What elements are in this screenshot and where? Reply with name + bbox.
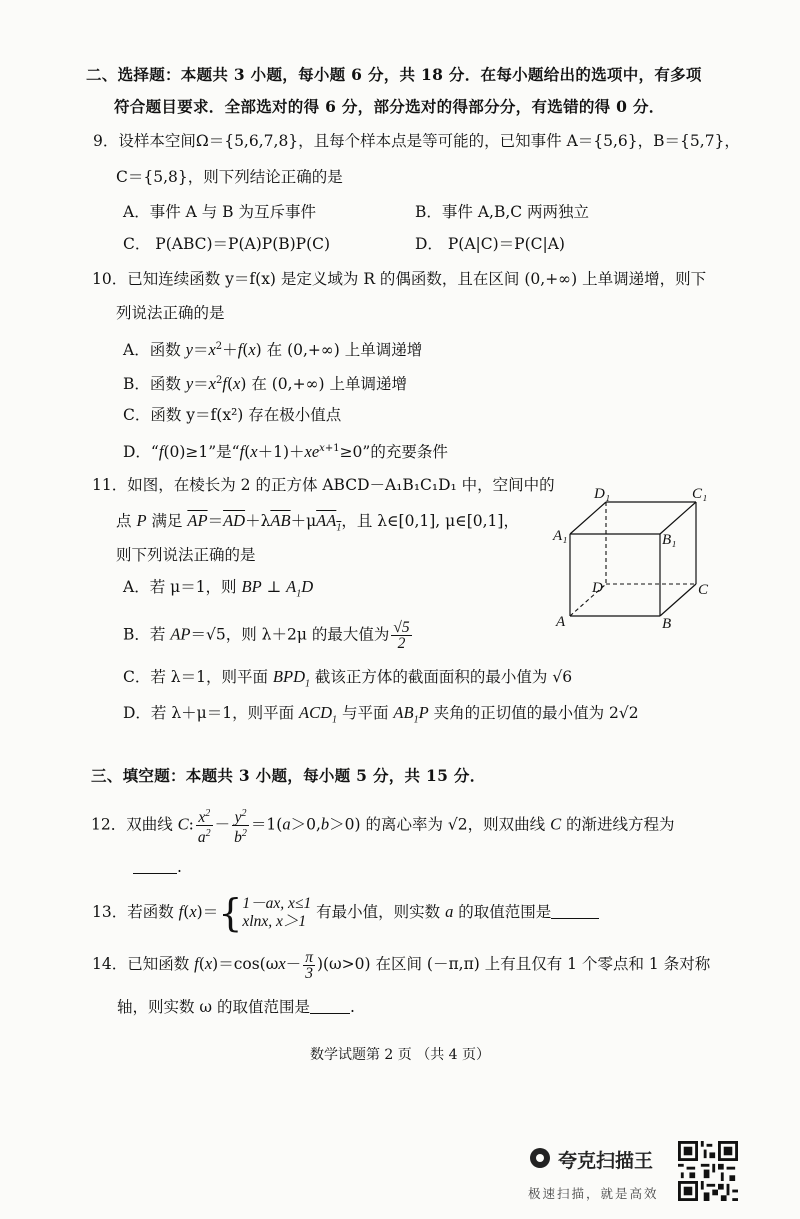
label-d1: D₁ [594,486,611,502]
scanner-brand [528,1140,788,1210]
label-c: C [698,582,709,598]
edge-a1-d1 [570,502,606,534]
brand-slogan: 极速扫描，就是高效 [528,1186,659,1201]
q9-option-b: B．事件 A,B,C 两两独立 [415,203,590,221]
qr-code-icon [678,1140,738,1202]
label-a1: A₁ [553,528,568,544]
q11-stem-line3: 则下列说法正确的是 [116,546,256,564]
q11-stem-line2: 点 P 满足 $\overline{AP}=\overline{AD}+\lambda\overline{AB}+\mu AA_1$，且 λ∈[0,1], μ∈[0,1]， [116,511,519,534]
page-footer: 数学试题第 2 页 （共 4 页） [309,1047,491,1063]
q10-option-b: B．函数 $y=x^2f(x)$ 在 (0,+∞) 上单调递增 [123,374,407,394]
q11-option-b: B．若 AP＝√5，则 λ＋2μ 的最大值为 $\frac{√5}{2}$ [123,619,410,652]
q10-option-a: A．函数 $y=x^2+f(x)$ 在 (0,+∞) 上单调递增 [123,340,423,360]
q14-stem-line2: 轴，则实数 ω 的取值范围是 . [117,998,355,1016]
label-d: D [592,580,603,596]
edge-c-b [660,584,696,616]
brand-name: 夸克扫描王 [558,1150,654,1172]
q9-stem-line1: 9．设样本空间Ω＝{5,6,7,8}，且每个样本点是等可能的，已知事件 A＝{5,6}，B＝{5,7}， [93,132,740,150]
q9-option-a: A．事件 A 与 B 为互斥事件 [123,203,316,221]
edge-c1-b1 [660,502,696,534]
q12-stem-line2: . [133,856,182,878]
q11-option-c: C．若 λ＝1，则平面 $BPD_1$ 截该正方体的截面面积的最小值为 √6 [123,667,573,690]
q11-option-a: A．若 μ＝1，则 BP ⊥ $A_1D$ [123,577,314,600]
q9-option-c: C． P(ABC)＝P(A)P(B)P(C) [123,235,331,253]
label-b: B [662,616,672,630]
cube-figure [548,482,718,630]
section2-title-line2: 符合题目要求．全部选对的得 6 分，部分选对的得部分分，有选错的得 0 分． [114,97,665,116]
q13-stem: 13．若函数 f(x)＝{1－ax, x≤1 xlnx, x＞1 有最小值，则实数 a 的取值范围是 [92,890,599,934]
label-b1: B₁ [662,532,677,548]
q11-stem-line1: 11．如图，在棱长为 2 的正方体 ABCD－A₁B₁C₁D₁ 中，空间中的 [92,476,555,494]
q9-stem-line2: C＝{5,8}，则下列结论正确的是 [116,168,343,186]
q10-stem-line2: 列说法正确的是 [116,304,225,322]
q11-option-d: D．若 λ＋μ＝1，则平面 $ACD_1$ 与平面 $AB_1P$ 夹角的正切值的最小值为 2√2 [123,703,639,726]
q9-option-d: D． P(A|C)＝P(C|A) [415,235,565,253]
label-c1: C₁ [692,486,708,502]
q10-option-c: C．函数 y＝f(x²) 存在极小值点 [123,406,342,424]
q14-stem-line2-text: 轴，则实数 ω 的取值范围是 [117,998,310,1016]
q10-option-d: D．“f(0)≥1”是“$f(x+1)+xe^{x+1}\ge 0$”的充要条件 [123,442,448,462]
q10-stem-line1: 10．已知连续函数 y＝f(x) 是定义域为 R 的偶函数，且在区间 (0,+∞) 上单调递增，则下 [92,270,707,288]
q14-stem-line1: 14．已知函数 f(x)＝cos(ωx－ $\frac{\pi}{3}$ )(ω>0) 在区间 (－π,π) 上有且仅有 1 个零点和 1 条对称 [92,948,711,982]
label-a: A [556,614,566,630]
quark-logo-icon [530,1148,550,1168]
q12-stem-line1: 12．双曲线 C: $\frac{x^2}{a^2}$ － $\frac{y^2}{b^2}$ ＝1(a＞0,b＞0) 的离心率为 √2，则双曲线 C 的渐进线方程为 [91,808,675,847]
section2-title-line1: 二、选择题：本题共 3 小题，每小题 6 分，共 18 分．在每小题给出的选项中，有多项 [86,65,702,84]
section3-title: 三、填空题：本题共 3 小题，每小题 5 分，共 15 分． [91,766,486,785]
